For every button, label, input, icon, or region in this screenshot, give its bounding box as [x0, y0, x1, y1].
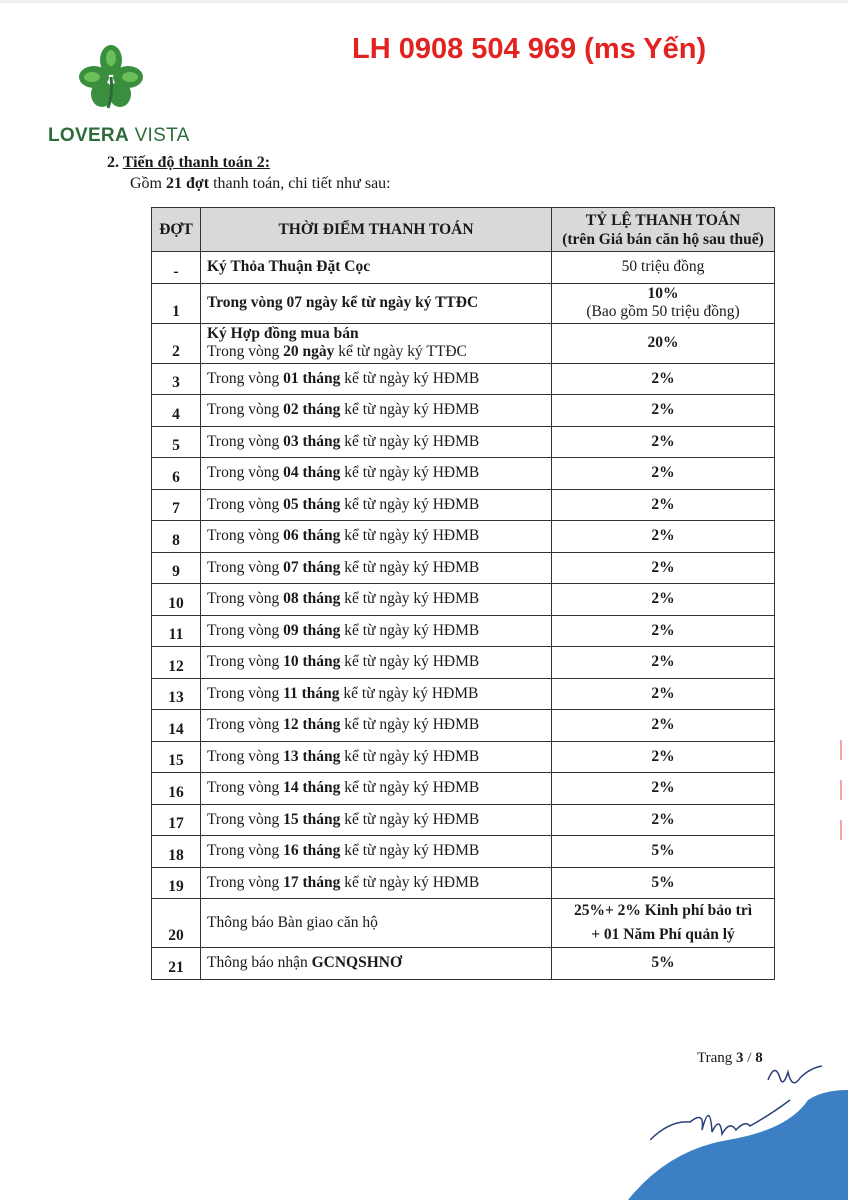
- payment-time-duration: 05 tháng: [283, 495, 341, 513]
- table-row: [152, 867, 775, 899]
- payment-rate-value: 5%: [651, 954, 675, 972]
- logo-suffix: VISTA: [134, 125, 190, 146]
- payment-time-prefix: Trong vòng: [207, 527, 284, 545]
- table-row: [152, 584, 775, 616]
- payment-rate: [552, 283, 775, 323]
- payment-schedule-table: [151, 207, 775, 980]
- payment-time-suffix: kể từ ngày ký HĐMB: [340, 527, 480, 545]
- scan-top-edge: [0, 0, 848, 3]
- payment-time: [201, 804, 552, 836]
- table-row: [152, 252, 775, 284]
- installment-number: 16: [152, 773, 201, 805]
- payment-time: [201, 836, 552, 868]
- payment-rate: [552, 773, 775, 805]
- payment-rate: [552, 489, 775, 521]
- installment-number: 21: [152, 948, 201, 980]
- installment-number: 17: [152, 804, 201, 836]
- installment-number: 15: [152, 741, 201, 773]
- payment-time-duration: 02 tháng: [283, 401, 341, 419]
- payment-time-suffix: kể từ ngày ký HĐMB: [340, 464, 480, 482]
- installment-number: 4: [152, 395, 201, 427]
- payment-rate-value: 10%: [647, 285, 679, 302]
- table-row: [152, 647, 775, 679]
- payment-time-suffix: kể từ ngày ký HĐMB: [340, 653, 480, 671]
- payment-rate-value: 2%: [651, 527, 675, 545]
- payment-time-suffix: kể từ ngày ký TTĐC: [334, 343, 467, 360]
- payment-time-prefix: Trong vòng: [207, 558, 284, 576]
- payment-rate-value: 2%: [651, 653, 675, 671]
- payment-time-duration: 03 tháng: [283, 432, 341, 450]
- payment-time-bold: Trong vòng 07 ngày kể từ ngày ký TTĐC: [207, 294, 479, 311]
- payment-rate: [552, 804, 775, 836]
- payment-rate: [552, 584, 775, 616]
- payment-rate-value: 5%: [651, 873, 675, 891]
- payment-rate: [552, 948, 775, 980]
- installment-number: 6: [152, 458, 201, 490]
- header-rate-line1: TỶ LỆ THANH TOÁN: [585, 211, 741, 229]
- installment-number: 10: [152, 584, 201, 616]
- table-row: [152, 552, 775, 584]
- payment-time-duration: 01 tháng: [283, 369, 341, 387]
- table-row: [152, 773, 775, 805]
- intro-prefix: Gồm: [130, 175, 166, 192]
- payment-rate-value: 2%: [651, 464, 675, 482]
- table-row: [152, 710, 775, 742]
- payment-time-duration: 08 tháng: [283, 590, 341, 608]
- payment-time-suffix: kể từ ngày ký HĐMB: [340, 432, 480, 450]
- table-row: [152, 836, 775, 868]
- payment-time-duration: 14 tháng: [283, 779, 341, 797]
- table-row: [152, 323, 775, 363]
- payment-time: [201, 678, 552, 710]
- payment-rate-value: 5%: [651, 842, 675, 860]
- payment-time-prefix: Trong vòng: [207, 369, 284, 387]
- header-installment: ĐỢT: [152, 208, 201, 252]
- payment-time-prefix: Trong vòng: [207, 747, 284, 765]
- payment-time-prefix: Trong vòng: [207, 684, 284, 702]
- installment-number: 12: [152, 647, 201, 679]
- payment-time: [201, 773, 552, 805]
- installment-number: 19: [152, 867, 201, 899]
- payment-time: [201, 584, 552, 616]
- payment-rate: [552, 647, 775, 679]
- table-row: [152, 521, 775, 553]
- payment-time-prefix: Trong vòng: [207, 401, 284, 419]
- table-row: [152, 363, 775, 395]
- header-payment-rate: [552, 208, 775, 252]
- payment-time-duration: 06 tháng: [283, 527, 341, 545]
- payment-time-duration: 09 tháng: [283, 621, 341, 639]
- payment-rate: [552, 323, 775, 363]
- payment-time-prefix: Trong vòng: [207, 716, 284, 734]
- payment-time-prefix: Trong vòng: [207, 873, 284, 891]
- payment-rate-value: 2%: [651, 432, 675, 450]
- payment-rate: [552, 867, 775, 899]
- payment-rate: [552, 899, 775, 948]
- payment-time-suffix: kể từ ngày ký HĐMB: [340, 558, 480, 576]
- payment-time-duration: 04 tháng: [283, 464, 341, 482]
- payment-time-prefix: Trong vòng: [207, 432, 284, 450]
- payment-time-suffix: kể từ ngày ký HĐMB: [340, 779, 480, 797]
- payment-time-suffix: kể từ ngày ký HĐMB: [339, 684, 479, 702]
- payment-time-duration: 12 tháng: [283, 716, 341, 734]
- section-title: Tiến độ thanh toán 2:: [122, 154, 271, 171]
- payment-time: [201, 323, 552, 363]
- installment-number: 11: [152, 615, 201, 647]
- payment-time-suffix: kể từ ngày ký HĐMB: [340, 842, 480, 860]
- payment-rate-value: 2%: [651, 558, 675, 576]
- payment-rate-note: (Bao gồm 50 triệu đồng): [586, 303, 740, 320]
- payment-time-suffix: kể từ ngày ký HĐMB: [340, 747, 480, 765]
- table-row: [152, 283, 775, 323]
- payment-time-bold: Ký Thỏa Thuận Đặt Cọc: [207, 258, 371, 276]
- intro-suffix: thanh toán, chi tiết như sau:: [209, 175, 391, 192]
- payment-time-duration: 13 tháng: [283, 747, 341, 765]
- payment-time-duration: 15 tháng: [283, 810, 341, 828]
- page-prefix: Trang: [697, 1050, 737, 1066]
- payment-time-prefix: Trong vòng: [207, 842, 284, 860]
- payment-time-suffix: kể từ ngày ký HĐMB: [340, 369, 480, 387]
- installment-number: 9: [152, 552, 201, 584]
- payment-time: [201, 741, 552, 773]
- payment-time-text: Thông báo Bàn giao căn hộ: [207, 914, 378, 931]
- installment-number: 14: [152, 710, 201, 742]
- payment-rate-value: 20%: [647, 334, 679, 351]
- payment-time-suffix: kể từ ngày ký HĐMB: [340, 590, 480, 608]
- payment-time: [201, 458, 552, 490]
- page-current: 3: [736, 1050, 744, 1066]
- page-total: 8: [755, 1050, 763, 1066]
- payment-time-prefix: Trong vòng: [207, 653, 284, 671]
- payment-time-duration: 11 tháng: [283, 684, 340, 702]
- payment-time-duration: 10 tháng: [283, 653, 341, 671]
- payment-rate-value: 2%: [651, 369, 675, 387]
- payment-time: [201, 552, 552, 584]
- table-row: [152, 489, 775, 521]
- payment-time-duration: 07 tháng: [283, 558, 341, 576]
- table-row: [152, 948, 775, 980]
- payment-time-prefix: Trong vòng: [207, 495, 284, 513]
- payment-rate-value: 2%: [651, 810, 675, 828]
- payment-rate: [552, 615, 775, 647]
- payment-time: [201, 426, 552, 458]
- table-row: [152, 899, 775, 948]
- logo-brand: LOVERA: [48, 125, 129, 146]
- section-intro: [130, 175, 391, 193]
- payment-rate: [552, 363, 775, 395]
- company-logo: [48, 44, 190, 154]
- header-rate-line2: (trên Giá bán căn hộ sau thuế): [562, 230, 764, 248]
- table-row: [152, 395, 775, 427]
- payment-rate-value: 2%: [651, 495, 675, 513]
- payment-rate: [552, 252, 775, 284]
- installment-number: -: [152, 252, 201, 284]
- payment-time-prefix: Trong vòng: [207, 621, 284, 639]
- installment-number: 5: [152, 426, 201, 458]
- payment-rate: [552, 395, 775, 427]
- payment-rate-value: 50 triệu đồng: [621, 258, 705, 276]
- payment-time-bold: Ký Hợp đồng mua bán: [207, 325, 359, 342]
- intro-count: 21 đợt: [166, 175, 210, 192]
- page-separator: /: [743, 1050, 756, 1066]
- table-row: [152, 678, 775, 710]
- payment-time-prefix: Trong vòng: [207, 464, 284, 482]
- payment-time-suffix: kể từ ngày ký HĐMB: [340, 495, 480, 513]
- table-row: [152, 741, 775, 773]
- payment-rate-value: 2%: [651, 621, 675, 639]
- payment-time: [201, 647, 552, 679]
- payment-time: [201, 867, 552, 899]
- decorative-wave-graphic: [608, 1090, 848, 1200]
- payment-time: [201, 521, 552, 553]
- payment-time-duration: 16 tháng: [283, 842, 341, 860]
- payment-time-prefix: Thông báo nhận: [207, 954, 312, 972]
- table-row: [152, 458, 775, 490]
- payment-time: [201, 615, 552, 647]
- payment-time-suffix: kể từ ngày ký HĐMB: [340, 401, 480, 419]
- installment-number: 20: [152, 899, 201, 948]
- payment-rate: [552, 836, 775, 868]
- payment-rate-value: 2%: [651, 716, 675, 734]
- header-payment-time: THỜI ĐIỂM THANH TOÁN: [201, 208, 552, 252]
- payment-time-prefix: Trong vòng: [207, 810, 284, 828]
- table-row: [152, 426, 775, 458]
- installment-number: 1: [152, 283, 201, 323]
- table-row: [152, 615, 775, 647]
- payment-time-prefix: Trong vòng: [207, 779, 284, 797]
- payment-rate: [552, 710, 775, 742]
- payment-time: [201, 363, 552, 395]
- installment-number: 7: [152, 489, 201, 521]
- payment-rate-value: 25%+ 2% Kinh phí bảo trì: [573, 902, 753, 919]
- payment-time-suffix: kể từ ngày ký HĐMB: [340, 873, 480, 891]
- scan-edge-marks: [838, 740, 844, 860]
- payment-rate: [552, 678, 775, 710]
- table-header-row: [152, 208, 775, 252]
- installment-number: 2: [152, 323, 201, 363]
- payment-time-duration: GCNQSHNƠ: [311, 954, 403, 972]
- payment-rate-value: 2%: [651, 401, 675, 419]
- section-heading: [107, 154, 270, 172]
- payment-time-prefix: Trong vòng: [207, 343, 284, 360]
- installment-number: 13: [152, 678, 201, 710]
- contact-phone: LH 0908 504 969 (ms Yến): [352, 33, 707, 65]
- installment-number: 8: [152, 521, 201, 553]
- payment-time: [201, 899, 552, 948]
- payment-rate-line2: + 01 Năm Phí quản lý: [591, 926, 735, 943]
- table-row: [152, 804, 775, 836]
- clover-logo-icon: [78, 44, 144, 110]
- payment-time: [201, 948, 552, 980]
- payment-rate-value: 2%: [651, 684, 675, 702]
- payment-rate: [552, 426, 775, 458]
- payment-rate: [552, 458, 775, 490]
- payment-rate-value: 2%: [651, 779, 675, 797]
- payment-rate: [552, 741, 775, 773]
- payment-time-suffix: kể từ ngày ký HĐMB: [340, 810, 480, 828]
- payment-time-duration: 17 tháng: [283, 873, 341, 891]
- payment-rate: [552, 521, 775, 553]
- payment-time: [201, 283, 552, 323]
- payment-time: [201, 710, 552, 742]
- logo-wordmark: [48, 125, 190, 147]
- payment-time: [201, 489, 552, 521]
- payment-time-suffix: kể từ ngày ký HĐMB: [340, 621, 480, 639]
- payment-time-prefix: Trong vòng: [207, 590, 284, 608]
- payment-time-duration: 20 ngày: [283, 343, 335, 360]
- installment-number: 3: [152, 363, 201, 395]
- payment-time: [201, 395, 552, 427]
- installment-number: 18: [152, 836, 201, 868]
- section-number: 2.: [107, 154, 119, 171]
- payment-time: [201, 252, 552, 284]
- payment-time-suffix: kể từ ngày ký HĐMB: [340, 716, 480, 734]
- payment-rate-value: 2%: [651, 590, 675, 608]
- payment-rate: [552, 552, 775, 584]
- payment-rate-value: 2%: [651, 747, 675, 765]
